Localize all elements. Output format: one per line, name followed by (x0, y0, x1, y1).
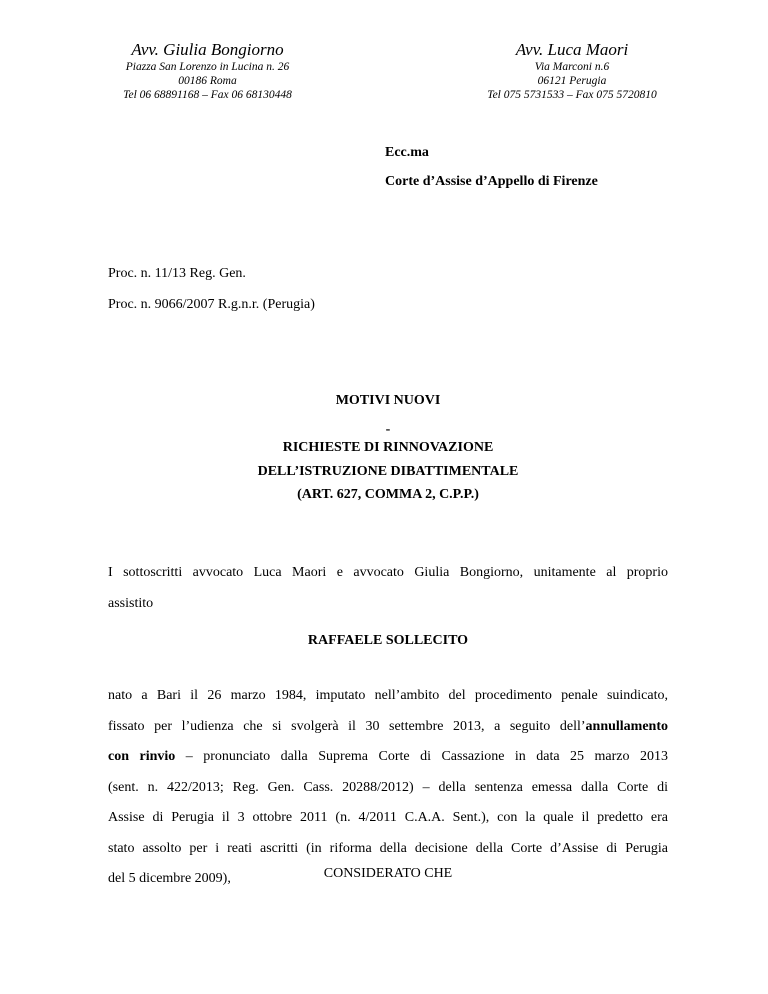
emphasis: con rinvio (108, 749, 176, 764)
lawyer-address: Via Marconi n.6 (534, 61, 610, 73)
intro-paragraph (108, 558, 668, 619)
text-line: Assise di Perugia il 3 ottobre 2011 (n. 4/2011 C.A.A. Sent.), con la quale il predetto era (108, 810, 668, 825)
proceeding-number-rgnr: Proc. n. 9066/2007 R.g.n.r. (Perugia) (108, 297, 315, 312)
lawyer-name: Avv. Luca Maori (515, 40, 629, 59)
recipient-court: Corte d’Assise d’Appello di Firenze (385, 174, 598, 189)
lawyer-city: 06121 Perugia (537, 75, 607, 87)
document-title: MOTIVI NUOVI (335, 393, 441, 408)
document-subtitle: DELL’ISTRUZIONE DIBATTIMENTALE (257, 464, 519, 479)
lawyer-address: Piazza San Lorenzo in Lucina n. 26 (125, 61, 290, 73)
text-line: (sent. n. 422/2013; Reg. Gen. Cass. 20288/2012) – della sentenza emessa dalla Corte di (108, 779, 668, 795)
article-reference: (ART. 627, COMMA 2, C.P.P.) (297, 487, 479, 502)
lawyer-city: 00186 Roma (178, 75, 237, 87)
text-line: stato assolto per i reati ascritti (in riforma della decisione della Corte d’Assise di Perugia (108, 840, 668, 856)
letterhead-right (452, 40, 692, 102)
lawyer-name: Avv. Giulia Bongiorno (131, 40, 284, 59)
text-line: fissato per l’udienza che si svolgerà il 30 settembre 2013, a seguito dell’annullamento (108, 718, 668, 734)
text-line: I sottoscritti avvocato Luca Maori e avvocato Giulia Bongiorno, unitamente al proprio (108, 565, 668, 580)
title-separator: - (385, 422, 391, 437)
text-line: con rinvio – pronunciato dalla Suprema Corte di Cassazione in data 25 marzo 2013 (108, 749, 668, 764)
text-line: nato a Bari il 26 marzo 1984, imputato nell’ambito del procedimento penale suindicato, (108, 688, 668, 703)
letterhead-left (95, 40, 320, 102)
document-subtitle: RICHIESTE DI RINNOVAZIONE (282, 440, 494, 455)
body-paragraph (108, 681, 668, 895)
lawyer-phone: Tel 075 5731533 – Fax 075 5720810 (487, 89, 657, 101)
recipient-salutation: Ecc.ma (385, 145, 429, 160)
lawyer-phone: Tel 06 68891168 – Fax 06 68130448 (123, 89, 292, 101)
text-line: del 5 dicembre 2009), (108, 871, 231, 886)
defendant-name: RAFFAELE SOLLECITO (307, 633, 469, 648)
text-line: assistito (108, 595, 154, 611)
emphasis: annullamento (585, 718, 668, 734)
section-heading: CONSIDERATO CHE (323, 866, 453, 881)
proceeding-number: Proc. n. 11/13 Reg. Gen. (108, 266, 246, 281)
